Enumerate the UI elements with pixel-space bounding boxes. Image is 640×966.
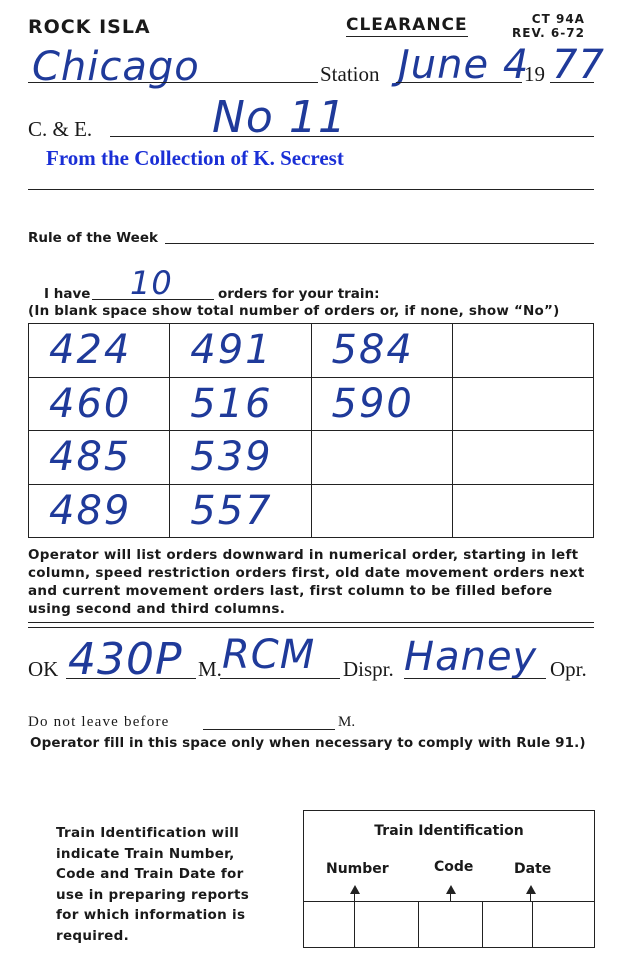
operator-underline (404, 678, 546, 679)
order-cell (452, 431, 593, 485)
section-divider (28, 622, 594, 623)
year-handwritten: 77 (552, 42, 605, 88)
date-handwritten: June 4 (398, 42, 530, 88)
train-id-column-date: Date (514, 861, 552, 877)
order-cell: 539 (170, 431, 311, 485)
order-cell: 489 (29, 484, 170, 538)
station-underline (28, 82, 318, 83)
orders-count-underline (92, 299, 214, 300)
train-id-cell-divider (532, 901, 533, 947)
dispatcher-underline (220, 678, 340, 679)
rule-of-week-underline (165, 243, 594, 244)
train-id-cell-divider (418, 901, 419, 947)
order-cell (452, 377, 593, 431)
railroad-name: ROCK ISLA (28, 16, 151, 38)
form-revision: REV. 6-72 (512, 26, 585, 40)
train-id-column-number: Number (326, 861, 389, 877)
table-row (29, 377, 594, 431)
order-cell: 584 (311, 324, 452, 378)
ok-time-underline (66, 678, 196, 679)
ok-time-handwritten: 430P (68, 634, 183, 685)
table-row (29, 484, 594, 538)
form-title: CLEARANCE (346, 15, 468, 35)
train-id-box (303, 810, 595, 948)
arrow-stem (530, 893, 531, 901)
arrow-stem (354, 893, 355, 901)
train-id-box-title: Train Identification (374, 823, 524, 839)
leave-before-underline (203, 729, 335, 730)
ok-label: OK (28, 657, 59, 681)
train-underline (110, 136, 594, 137)
orders-instruction: (In blank space show total number of orders or, if none, show “No”) (28, 303, 560, 319)
rule-of-week-label: Rule of the Week (28, 230, 158, 246)
dispatcher-initials-handwritten: RCM (222, 632, 316, 678)
order-cell: 491 (170, 324, 311, 378)
ok-m-label: M. (198, 657, 222, 681)
orders-prefix: I have (44, 286, 91, 302)
train-id-cell-divider (354, 901, 355, 947)
collection-watermark: From the Collection of K. Secrest (46, 146, 344, 170)
order-cell: 460 (29, 377, 170, 431)
order-cell (452, 484, 593, 538)
order-cell: 590 (311, 377, 452, 431)
order-cell: 516 (170, 377, 311, 431)
arrow-up-icon (446, 885, 456, 894)
train-label: C. & E. (28, 117, 93, 141)
section-divider (28, 627, 594, 628)
operator-handwritten: Haney (404, 634, 538, 680)
order-cell (452, 324, 593, 378)
order-cell: 557 (170, 484, 311, 538)
orders-table (28, 323, 594, 538)
train-handwritten: No 11 (212, 92, 347, 143)
table-row (29, 324, 594, 378)
order-cell: 485 (29, 431, 170, 485)
orders-suffix: orders for your train: (218, 286, 380, 302)
station-handwritten: Chicago (32, 44, 200, 90)
rule91-instruction: Operator fill in this space only when necessary to comply with Rule 91.) (30, 735, 586, 751)
table-row (29, 431, 594, 485)
train-id-row-divider (304, 901, 594, 902)
order-cell (311, 431, 452, 485)
operator-instructions: Operator will list orders downward in numerical order, starting in left column, speed restriction orders first, old date movement orders next and current movement orders last, first column to be filled before using second and third columns. (28, 547, 585, 617)
order-cell (311, 484, 452, 538)
arrow-up-icon (350, 885, 360, 894)
train-id-note: Train Identification will indicate Train Number, Code and Train Date for use in preparing reports for which information is required. (56, 825, 250, 944)
leave-m-label: M. (338, 714, 356, 730)
train-id-cell-divider (482, 901, 483, 947)
train-id-column-code: Code (434, 859, 474, 875)
arrow-stem (450, 893, 451, 901)
dispr-label: Dispr. (343, 657, 394, 681)
opr-label: Opr. (550, 657, 587, 681)
orders-count-handwritten: 10 (130, 264, 173, 302)
form-number-block (512, 12, 585, 40)
form-number: CT 94A (531, 12, 585, 26)
date-underline (396, 82, 522, 83)
station-label: Station (320, 62, 380, 86)
order-cell: 424 (29, 324, 170, 378)
blank-underline (28, 189, 594, 190)
arrow-up-icon (526, 885, 536, 894)
leave-before-label: Do not leave before (28, 714, 170, 730)
year-underline (550, 82, 594, 83)
year-prefix: 19 (524, 62, 545, 86)
